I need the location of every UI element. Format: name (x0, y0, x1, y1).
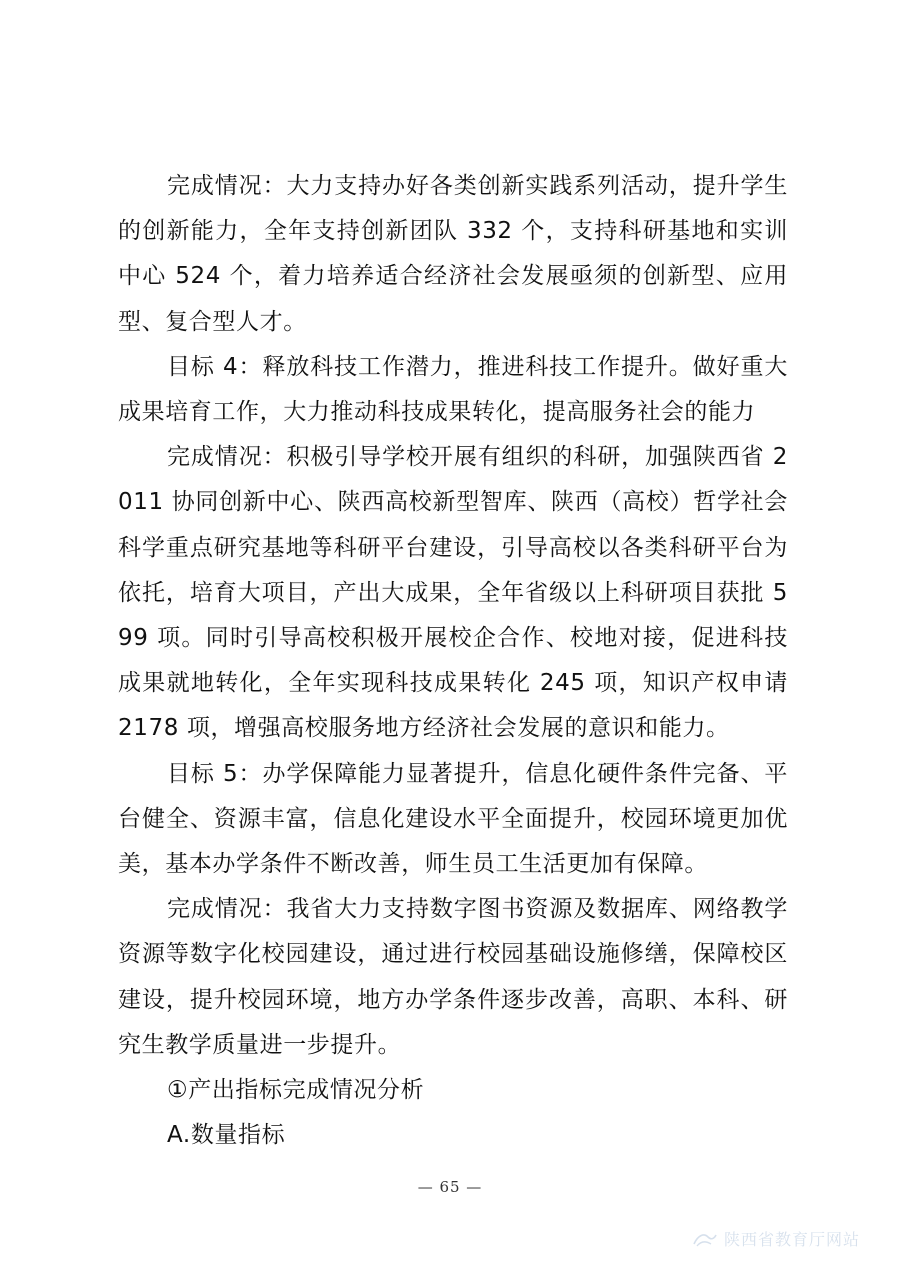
document-body (118, 164, 788, 1158)
page-number: — 65 — (417, 1178, 483, 1196)
watermark-text: 陕西省教育厅网站 (723, 1230, 860, 1249)
heading-output-indicators: ①产出指标完成情况分析 (167, 1077, 425, 1104)
paragraph-goal-5: 目标 5：办学保障能力显著提升，信息化硬件条件完备、平台健全、资源丰富，信息化建设水平全面提升，校园环境更加优美，基本办学条件不断改善，师生员工生活更加有保障。 (118, 760, 788, 878)
paragraph-goal-4: 目标 4：释放科技工作潜力，推进科技工作提升。做好重大成果培育工作，大力推动科技成果转化，提高服务社会的能力 (118, 353, 788, 426)
heading-quantity-indicators: A.数量指标 (167, 1122, 286, 1149)
watermark-logo-icon (692, 1229, 718, 1249)
paragraph-completion-innovation: 完成情况：大力支持办好各类创新实践系列活动，提升学生的创新能力，全年支持创新团队 332 个，支持科研基地和实训中心 524 个，着力培养适合经济社会发展亟须的创新型、应用型、复合型人才。 (118, 173, 788, 335)
paragraph-completion-research: 完成情况：积极引导学校开展有组织的科研，加强陕西省 2011 协同创新中心、陕西高校新型智库、陕西（高校）哲学社会科学重点研究基地等科研平台建设，引导高校以各类科研平台为依托，培育大项目，产出大成果，全年省级以上科研项目获批 599 项。同时引导高校积极开展校企合作、校地对接，促进科技成果就地转化，全年实现科技成果转化 245 项，知识产权申请 2178 项，增强高校服务地方经济社会发展的意识和能力。 (118, 444, 788, 742)
paragraph-completion-digital-campus: 完成情况：我省大力支持数字图书资源及数据库、网络教学资源等数字化校园建设，通过进行校园基础设施修缮，保障校区建设，提升校园环境，地方办学条件逐步改善，高职、本科、研究生教学质量进一步提升。 (118, 896, 788, 1058)
site-watermark (692, 1227, 860, 1250)
